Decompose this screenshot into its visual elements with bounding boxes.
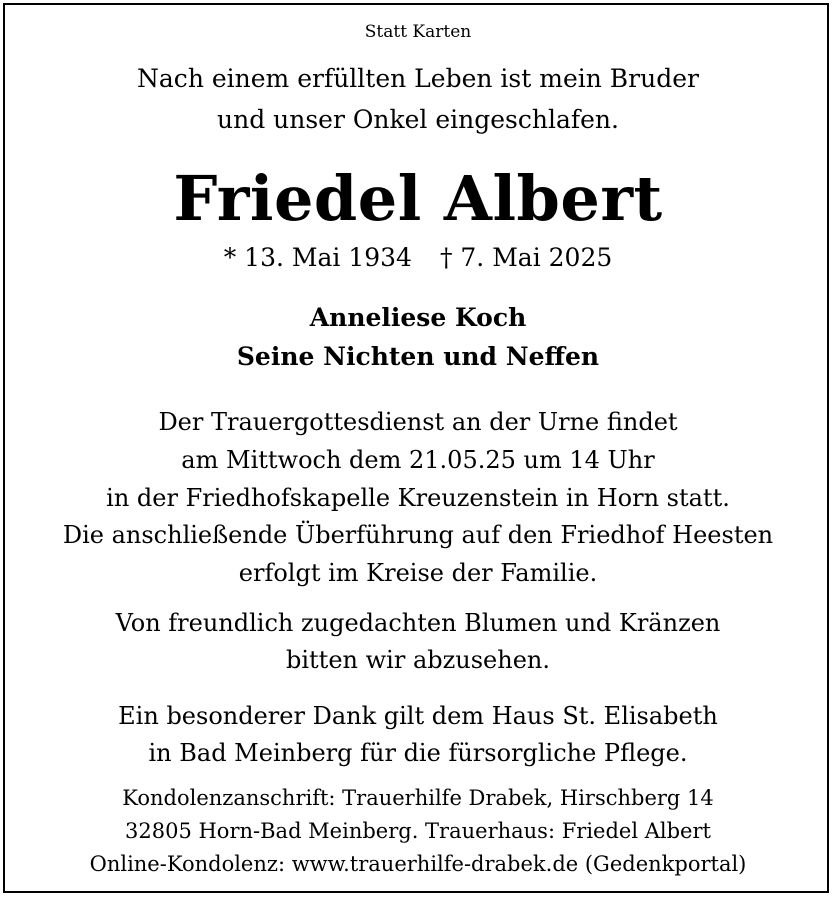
intro-text: Statt Karten <box>364 22 472 42</box>
death-date: † 7. Mai 2025 <box>439 243 613 272</box>
contact-line: Online-Kondolenz: www.trauerhilfe-drabek.de (Gedenkportal) <box>89 852 747 876</box>
service-line: in der Friedhofskapelle Kreuzenstein in Horn statt. <box>106 484 730 512</box>
life-dates <box>0 245 836 270</box>
service-line: erfolgt im Kreise der Familie. <box>238 559 598 587</box>
service-line: Der Trauergottesdienst an der Urne findet <box>158 408 678 436</box>
lead-line-1: Nach einem erfüllten Leben ist mein Bruder <box>137 64 699 93</box>
service-line: Die anschließende Überführung auf den Friedhof Heesten <box>62 521 774 549</box>
contact-line: 32805 Horn-Bad Meinberg. Trauerhaus: Friedel Albert <box>125 819 711 843</box>
flowers-line: bitten wir abzusehen. <box>286 646 550 674</box>
birth-date: * 13. Mai 1934 <box>223 243 412 272</box>
mourner-name: Anneliese Koch <box>309 303 527 332</box>
service-line: am Mittwoch dem 21.05.25 um 14 Uhr <box>181 446 655 474</box>
lead-line-2: und unser Onkel eingeschlafen. <box>217 105 619 134</box>
contact-line: Kondolenzanschrift: Trauerhilfe Drabek, Hirschberg 14 <box>122 786 714 810</box>
flowers-line: Von freundlich zugedachten Blumen und Kränzen <box>115 609 721 637</box>
mourner-name: Seine Nichten und Neffen <box>236 342 600 371</box>
deceased-name: Friedel Albert <box>173 162 663 235</box>
thanks-line: in Bad Meinberg für die fürsorgliche Pflege. <box>148 739 688 767</box>
thanks-line: Ein besonderer Dank gilt dem Haus St. Elisabeth <box>118 702 718 730</box>
